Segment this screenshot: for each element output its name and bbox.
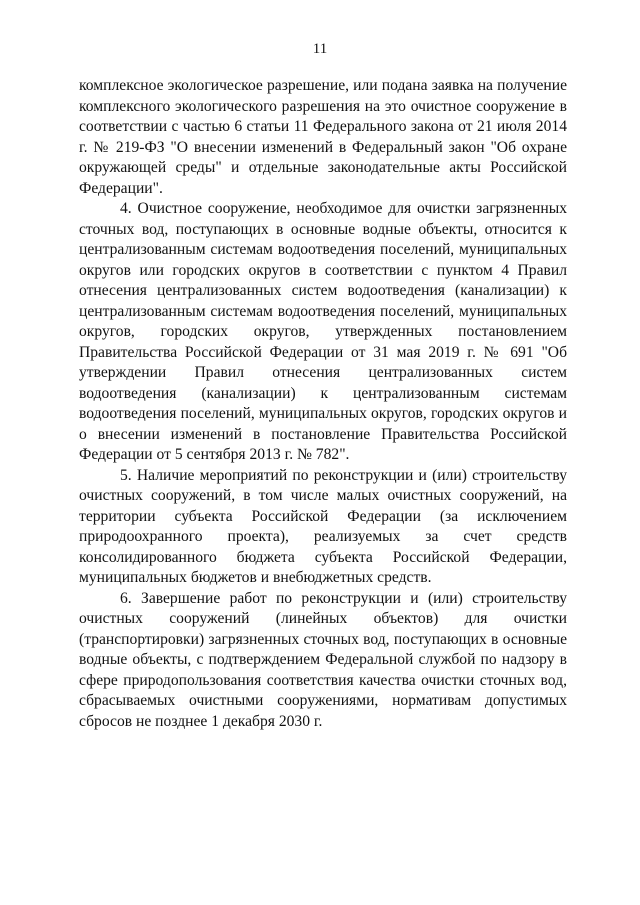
paragraph-item-4: 4. Очистное сооружение, необходимое для очистки загрязненных сточных вод, поступающих в основные водные объекты, относится к централизованным системам водоотведения поселений, муниципальных округов или городских округов в соответствии с пунктом 4 Правил отнесения централизованных систем водоотведения (канализации) к централизованным системам водоотведения поселений, муниципальных округов, городских округов, утвержденных постановлением Правительства Российской Федерации от 31 мая 2019 г. № 691 "Об утверждении Правил отнесения централизованных систем водоотведения (канализации) к централизованным системам водоотведения поселений, муниципальных округов, городских округов и о внесении изменений в постановление Правительства Российской Федерации от 5 сентября 2013 г. № 782". xyxy=(79,200,567,463)
paragraph-item-6: 6. Завершение работ по реконструкции и (или) строительству очистных сооружений (линейных объектов) для очистки (транспортировки) загрязненных сточных вод, поступающих в основные водные объекты, с подтверждением Федеральной службой по надзору в сфере природопользования соответствия качества очистки сточных вод, сбрасываемых очистными сооружениями, нормативам допустимых сбросов не позднее 1 декабря 2030 г. xyxy=(79,589,567,730)
page-number: 11 xyxy=(312,41,328,57)
paragraph-continuation: комплексное экологическое разрешение, или подана заявка на получение комплексного экологического разрешения на это очистное сооружение в соответствии с частью 6 статьи 11 Федерального закона от 21 июля 2014 г. № 219-ФЗ "О внесении изменений в Федеральный закон "Об охране окружающей среды" и отдельные законодательные акты Российской Федерации". xyxy=(79,77,567,197)
document-body xyxy=(79,76,567,732)
paragraph-item-5: 5. Наличие мероприятий по реконструкции и (или) строительству очистных сооружений, в том числе малых очистных сооружений, на территории субъекта Российской Федерации (за исключением природоохранного проекта), реализуемых за счет средств консолидированного бюджета субъекта Российской Федерации, муниципальных бюджетов и внебюджетных средств. xyxy=(79,466,567,586)
